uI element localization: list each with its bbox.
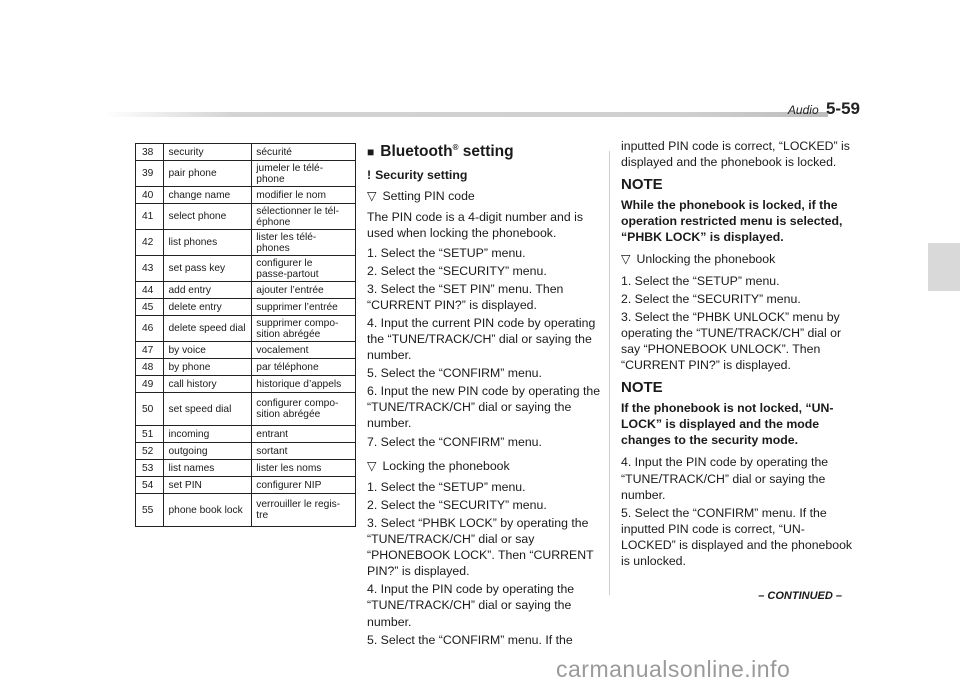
row-number: 47: [136, 342, 164, 359]
english-command: incoming: [164, 426, 252, 443]
lock-heading: ▽ Locking the phonebook: [367, 458, 510, 473]
table-row: [136, 299, 356, 316]
row-number: 39: [136, 161, 164, 187]
french-command: modifier le nom: [252, 187, 356, 204]
row-number: 45: [136, 299, 164, 316]
table-row: [136, 494, 356, 527]
step-item: 2. Select the “SECURITY” menu.: [367, 497, 547, 512]
continued-label: – CONTINUED –: [758, 590, 842, 602]
column-divider: [609, 151, 610, 595]
french-command: configurer NIP: [252, 477, 356, 494]
french-command: sortant: [252, 443, 356, 460]
triangle-marker-icon: ▽: [621, 252, 631, 267]
english-command: security: [164, 144, 252, 161]
table-row: [136, 342, 356, 359]
step-item: 3. Select the “PHBK UNLOCK” menu by operating the “TUNE/TRACK/CH” dial or say “PHONEBOOK UNLOCK”. Then “CURRENT PIN?” is displayed.: [621, 309, 842, 373]
english-command: delete speed dial: [164, 316, 252, 342]
french-command: supprimer compo- sition abrégée: [252, 316, 356, 342]
english-command: set PIN: [164, 477, 252, 494]
french-command: verrouiller le regis- tre: [252, 494, 356, 527]
table-row: [136, 393, 356, 426]
step-item: 5. Select the “CONFIRM” menu.: [367, 366, 542, 381]
step-item: 5. Select the “CONFIRM” menu. If the inputted PIN code is correct, “UN-LOCKED” is displayed and the phonebook is unlocked.: [621, 505, 853, 568]
english-command: by voice: [164, 342, 252, 359]
pin-heading: ▽ Setting PIN code: [367, 189, 475, 204]
exclamation-marker-icon: !: [367, 168, 372, 183]
triangle-marker-icon: ▽: [367, 458, 377, 473]
step-item: 4. Input the PIN code by operating the “TUNE/TRACK/CH” dial or saying the number.: [367, 582, 575, 629]
row-number: 51: [136, 426, 164, 443]
unlock-heading: ▽ Unlocking the phonebook: [621, 252, 776, 267]
table-row: [136, 426, 356, 443]
table-row: [136, 443, 356, 460]
page-header: [760, 99, 860, 119]
row-number: 50: [136, 393, 164, 426]
row-number: 42: [136, 230, 164, 256]
english-command: outgoing: [164, 443, 252, 460]
header-section: Audio: [787, 103, 819, 117]
english-command: select phone: [164, 204, 252, 230]
table-row: [136, 161, 356, 187]
lock-continued: inputted PIN code is correct, “LOCKED” is displayed and the phonebook is locked.: [621, 139, 850, 170]
row-number: 48: [136, 359, 164, 376]
english-command: pair phone: [164, 161, 252, 187]
square-bullet-icon: ■: [367, 145, 375, 160]
french-command: lister les télé- phones: [252, 230, 356, 256]
row-number: 46: [136, 316, 164, 342]
table-row: [136, 256, 356, 282]
table-row: [136, 477, 356, 494]
voice-command-table: [135, 143, 356, 527]
french-command: sécurité: [252, 144, 356, 161]
french-command: historique d’appels: [252, 376, 356, 393]
table-row: [136, 204, 356, 230]
note-body-2: If the phonebook is not locked, “UN-LOCK” is displayed and the mode changes to the security mode.: [621, 401, 834, 448]
row-number: 49: [136, 376, 164, 393]
french-command: ajouter l’entrée: [252, 282, 356, 299]
french-command: sélectionner le tél- éphone: [252, 204, 356, 230]
english-command: add entry: [164, 282, 252, 299]
english-command: change name: [164, 187, 252, 204]
unlock-steps: [621, 273, 857, 374]
row-number: 44: [136, 282, 164, 299]
english-command: by phone: [164, 359, 252, 376]
step-item: 3. Select the “SET PIN” menu. Then “CURRENT PIN?” is displayed.: [367, 281, 564, 312]
header-rule: [104, 112, 828, 117]
step-item: 2. Select the “SECURITY” menu.: [367, 263, 547, 278]
french-command: configurer le passe-partout: [252, 256, 356, 282]
unlock-steps-continued: [621, 454, 857, 569]
column-left: [367, 138, 603, 650]
table-row: [136, 187, 356, 204]
english-command: list names: [164, 460, 252, 477]
french-command: par téléphone: [252, 359, 356, 376]
table-row: [136, 316, 356, 342]
step-item: 3. Select “PHBK LOCK” by operating the “TUNE/TRACK/CH” dial or say “PHONEBOOK LOCK”. Then “CURRENT PIN?” is displayed.: [367, 515, 594, 579]
table-row: [136, 359, 356, 376]
row-number: 52: [136, 443, 164, 460]
note-body: While the phonebook is locked, if the operation restricted menu is selected, “PHBK LOCK” is displayed.: [621, 198, 843, 245]
english-command: delete entry: [164, 299, 252, 316]
row-number: 38: [136, 144, 164, 161]
section-title: ■ Bluetooth® setting: [367, 143, 514, 161]
step-item: 1. Select the “SETUP” menu.: [367, 479, 526, 494]
row-number: 43: [136, 256, 164, 282]
step-item: 4. Input the current PIN code by operating the “TUNE/TRACK/CH” dial or saying the number.: [367, 315, 596, 363]
table-row: [136, 376, 356, 393]
subsection-title: ! Security setting: [367, 168, 468, 183]
step-item: 4. Input the PIN code by operating the “TUNE/TRACK/CH” dial or saying the number.: [621, 455, 829, 502]
step-item: 6. Input the new PIN code by operating the “TUNE/TRACK/CH” dial or saying the number.: [367, 384, 601, 431]
table-row: [136, 144, 356, 161]
french-command: jumeler le télé- phone: [252, 161, 356, 187]
step-item: 5. Select the “CONFIRM” menu. If the: [367, 632, 573, 647]
french-command: supprimer l’entrée: [252, 299, 356, 316]
english-command: set speed dial: [164, 393, 252, 426]
french-command: entrant: [252, 426, 356, 443]
watermark: carmanualsonline.info: [556, 656, 791, 682]
triangle-marker-icon: ▽: [367, 189, 377, 204]
page-number: 5-59: [825, 99, 860, 118]
note-heading: NOTE: [621, 176, 663, 194]
chapter-side-tab: [928, 243, 960, 291]
english-command: phone book lock: [164, 494, 252, 527]
english-command: set pass key: [164, 256, 252, 282]
table-row: [136, 460, 356, 477]
french-command: vocalement: [252, 342, 356, 359]
pin-intro: The PIN code is a 4-digit number and is used when locking the phonebook.: [367, 210, 583, 241]
pin-steps: [367, 245, 603, 450]
step-item: 7. Select the “CONFIRM” menu.: [367, 434, 542, 449]
french-command: lister les noms: [252, 460, 356, 477]
french-command: configurer compo- sition abrégée: [252, 393, 356, 426]
table-row: [136, 282, 356, 299]
row-number: 55: [136, 494, 164, 527]
step-item: 1. Select the “SETUP” menu.: [367, 245, 526, 260]
row-number: 41: [136, 204, 164, 230]
column-right: [621, 138, 857, 571]
note-heading-2: NOTE: [621, 379, 663, 397]
table-row: [136, 230, 356, 256]
row-number: 54: [136, 477, 164, 494]
english-command: list phones: [164, 230, 252, 256]
lock-steps: [367, 479, 603, 648]
row-number: 40: [136, 187, 164, 204]
row-number: 53: [136, 460, 164, 477]
step-item: 2. Select the “SECURITY” menu.: [621, 291, 801, 306]
step-item: 1. Select the “SETUP” menu.: [621, 273, 780, 288]
english-command: call history: [164, 376, 252, 393]
